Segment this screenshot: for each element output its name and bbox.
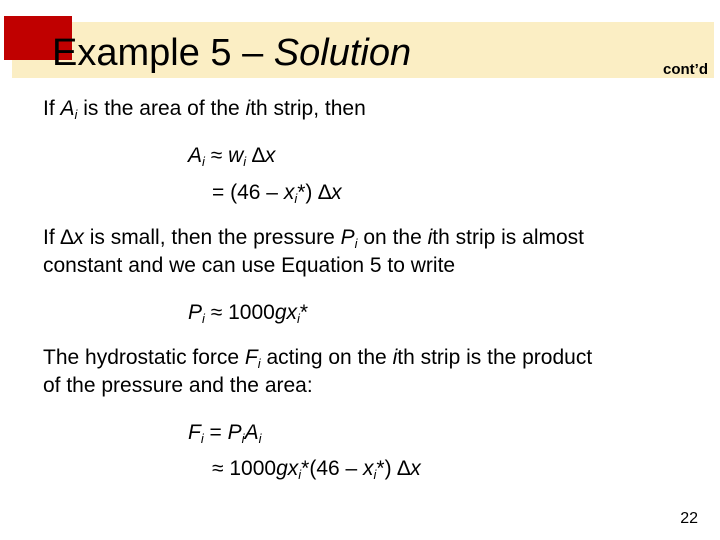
text-line-1: If $A_i$ is the area of the ith strip, then <box>43 97 366 122</box>
text-line-4: The hydrostatic force $F_i$ acting on the ith strip is the product <box>43 346 593 371</box>
text-line-3: constant and we can use Equation 5 to write <box>43 254 456 277</box>
equation-area-approx: $A_i \approx w_i$ ∆x <box>188 144 276 169</box>
equation-force-approx: ≈ $1000gx_i*(46 - x_i*)$ ∆x <box>212 457 421 482</box>
continued-label: cont’d <box>663 61 708 78</box>
page-number: 22 <box>680 510 698 527</box>
text-line-2: If ∆x is small, then the pressure $P_i$ on the ith strip is almost <box>43 226 584 251</box>
equation-force: $F_i = P_iA_i$ <box>188 421 262 446</box>
slide-title: Example 5 – Solution <box>52 32 412 74</box>
equation-pressure: $P_i \approx 1000gx_i*$ <box>188 301 309 326</box>
text-line-5: of the pressure and the area: <box>43 374 313 397</box>
equation-area-width: = $(46 - x_i*)$ ∆x <box>212 181 342 206</box>
